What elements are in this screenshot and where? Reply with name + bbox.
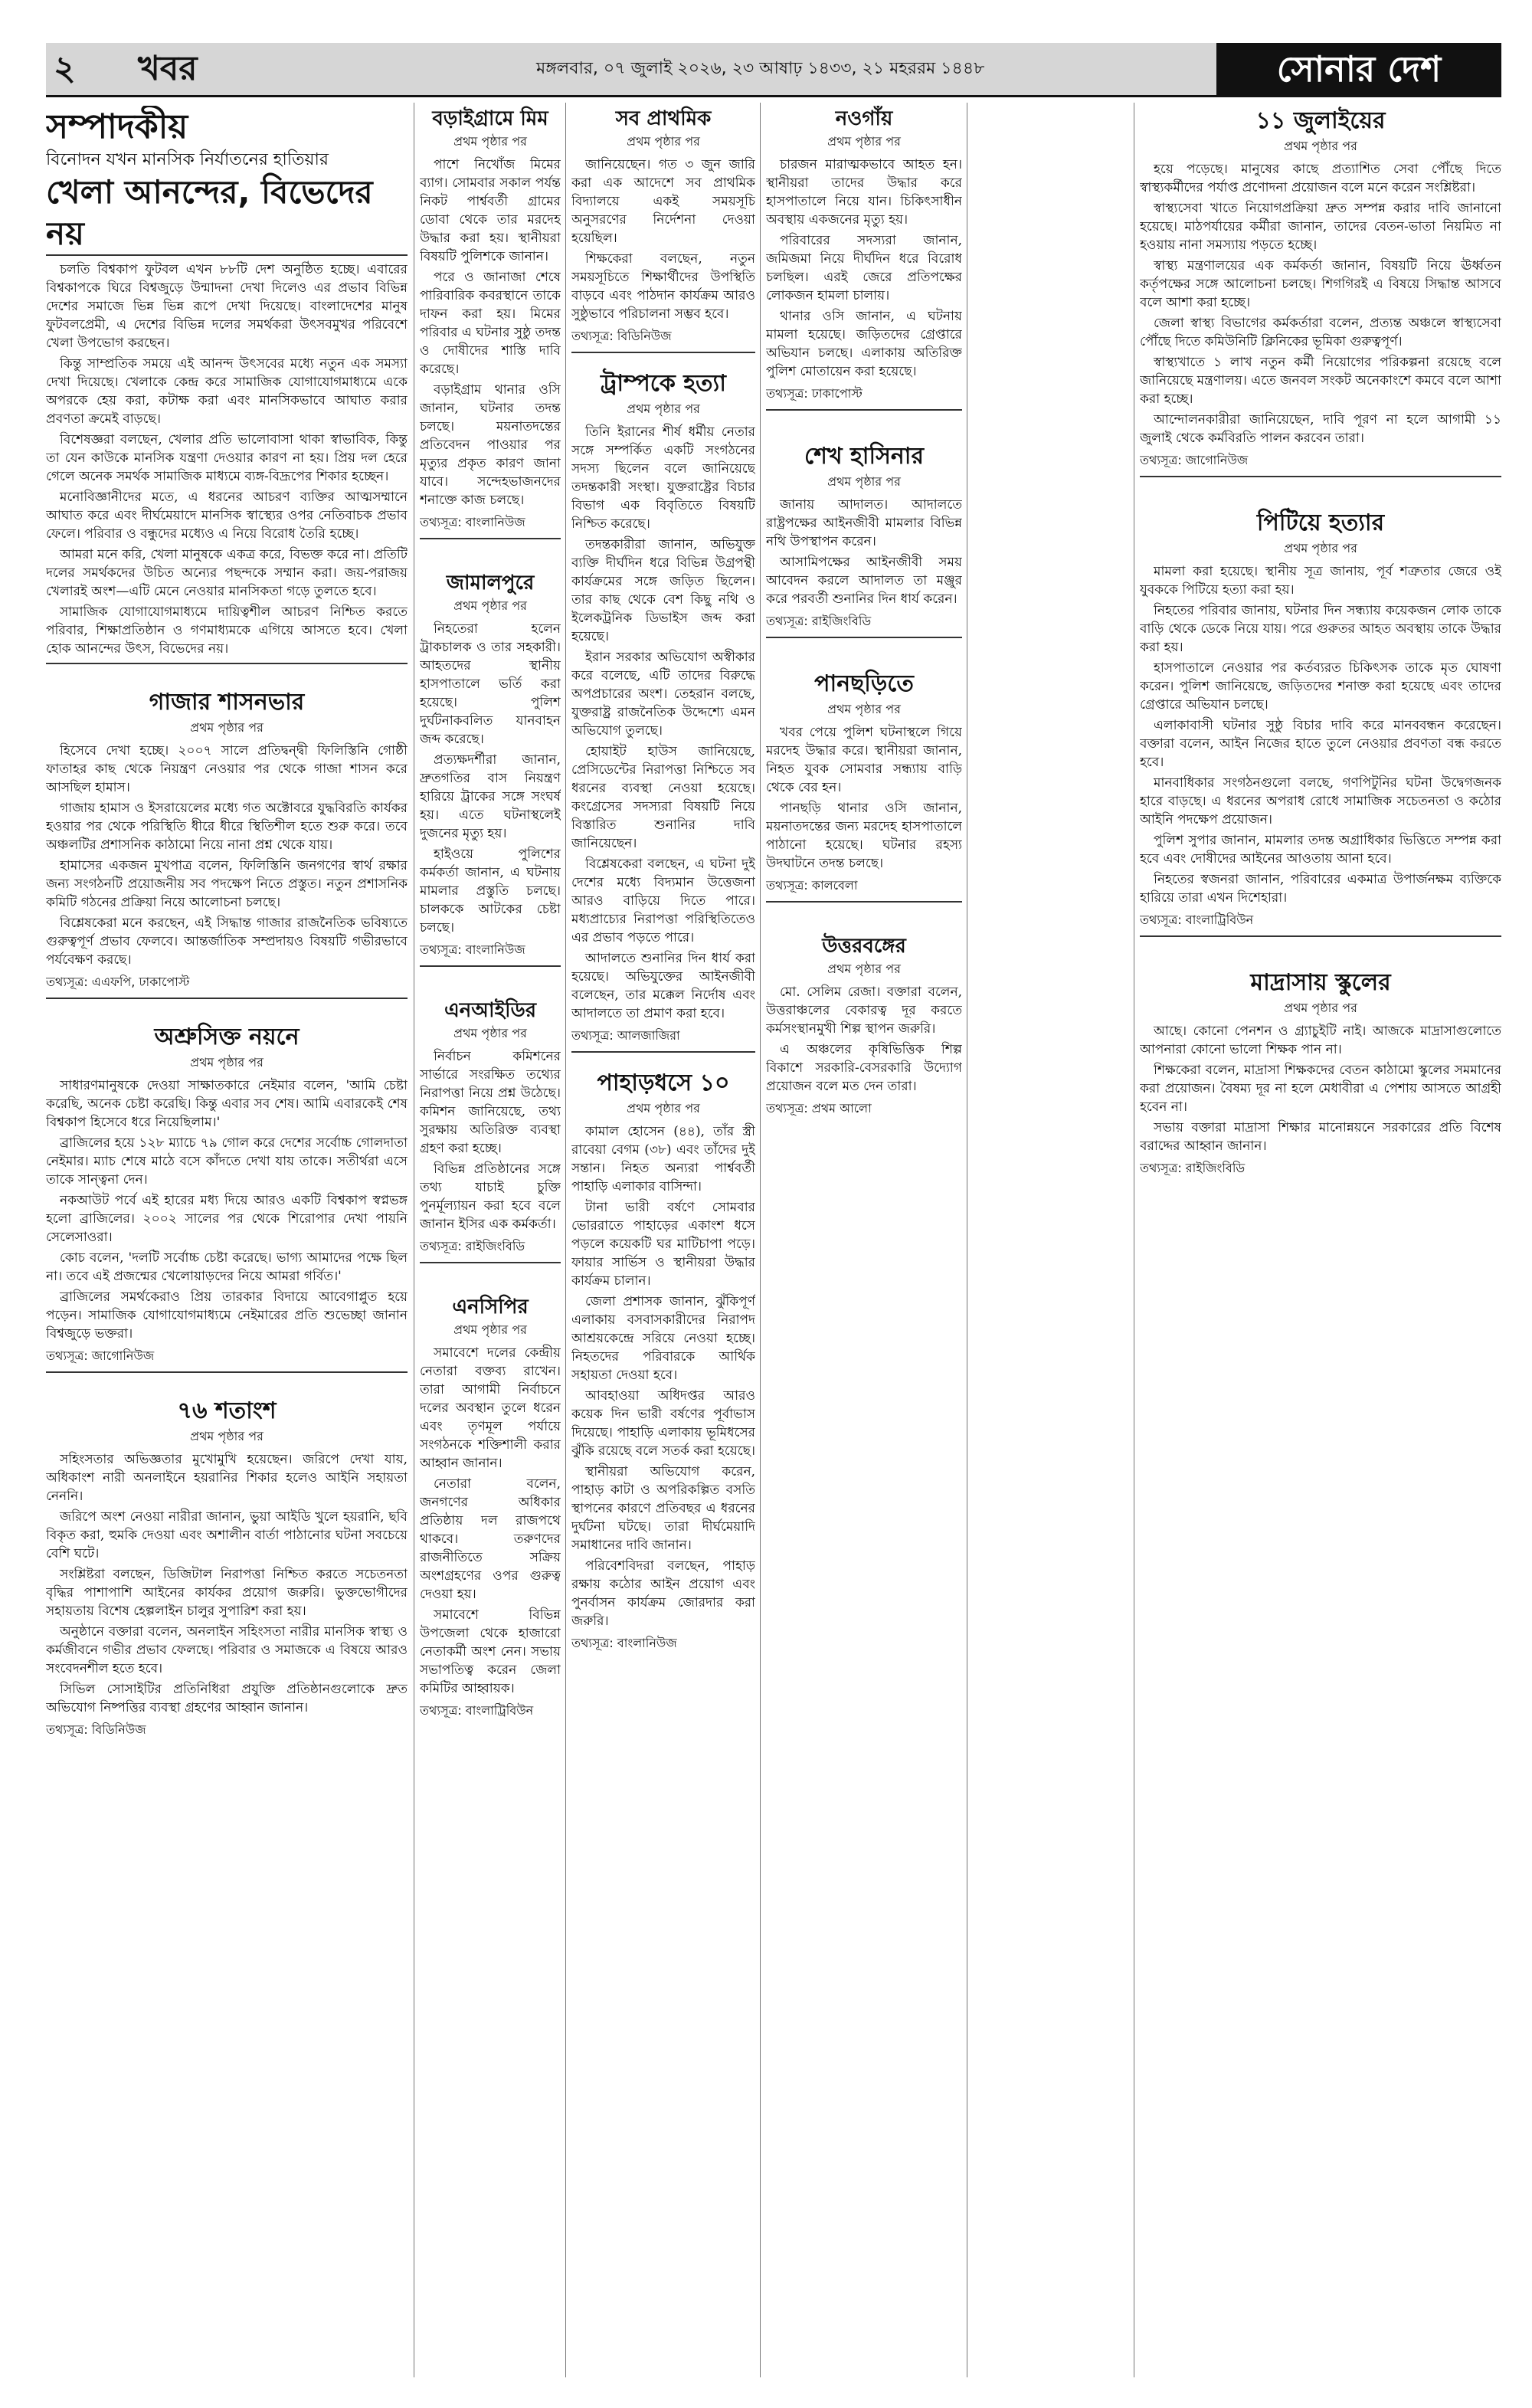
article-body (766, 156, 962, 381)
divider (46, 998, 408, 999)
source-credit: তথ্যসূত্র: বিডিনিউজ (571, 329, 672, 343)
paragraph: নিহতের পরিবার জানায়, ঘটনার দিন সন্ধ্যায় কয়েকজন লোক তাকে বাড়ি থেকে ডেকে নিয়ে যায়। পরে গুরুতর আহত অবস্থায় তাকে উদ্ধার করা হয়। (1140, 603, 1501, 655)
jump-label: প্রথম পৃষ্ঠার পর (453, 134, 527, 149)
column-rule (760, 103, 761, 2377)
article-headline: পাহাড়ধসে ১০ (597, 1070, 730, 1096)
column-rule (565, 103, 566, 2377)
divider (1140, 935, 1501, 937)
paragraph: মামলা করা হয়েছে। স্থানীয় সূত্র জানায়, পূর্ব শত্রুতার জেরে ওই যুবককে পিটিয়ে হত্যা করা হয়। (1140, 564, 1501, 598)
paragraph: সহিংসতার অভিজ্ঞতার মুখোমুখি হয়েছেন। জরিপে দেখা যায়, অধিকাংশ নারী অনলাইনে হয়রানির শিকার হলেও আইনি সহায়তা নেননি। (46, 1452, 408, 1504)
divider (1140, 476, 1501, 477)
paragraph: স্বাস্থ্য মন্ত্রণালয়ের এক কর্মকর্তা জানান, বিষয়টি নিয়ে ঊর্ধ্বতন কর্তৃপক্ষের সঙ্গে আলোচনা চলছে। শিগগিরই এ বিষয়ে সিদ্ধান্ত আসবে বলে আশা করা হচ্ছে। (1140, 258, 1501, 310)
paragraph: পরে ও জানাজা শেষে পারিবারিক কবরস্থানে তাকে দাফন করা হয়। মিমের পরিবার এ ঘটনার সুষ্ঠু তদন্ত ও দোষীদের শাস্তি দাবি করেছে। (420, 270, 561, 377)
source-credit: তথ্যসূত্র: রাইজিংবিডি (420, 1239, 525, 1253)
paragraph: পরিবারের সদস্যরা জানান, জমিজমা নিয়ে দীর্ঘদিন ধরে বিরোধ চলছিল। এরই জেরে প্রতিপক্ষের লোকজন হামলা চালায়। (766, 233, 962, 303)
paragraph: অনুষ্ঠানে বক্তারা বলেন, অনলাইন সহিংসতা নারীর মানসিক স্বাস্থ্য ও কর্মজীবনে গভীর প্রভাব ফেলছে। পরিবার ও সমাজকে এ বিষয়ে আরও সংবেদনশীল হতে হবে। (46, 1624, 408, 1676)
article-headline: ট্রাম্পকে হত্যা (601, 370, 726, 397)
source-credit: তথ্যসূত্র: বাংলানিউজ (571, 1636, 677, 1650)
paragraph: নকআউট পর্বে এই হারের মধ্য দিয়ে আরও একটি বিশ্বকাপ স্বপ্নভঙ্গ হলো ব্রাজিলের। ২০০২ সালের পর থেকে শিরোপার দেখা পায়নি সেলেসাওরা। (46, 1193, 408, 1245)
paragraph: আন্দোলনকারীরা জানিয়েছেন, দাবি পূরণ না হলে আগামী ১১ জুলাই থেকে কর্মবিরতি পালন করবেন তারা। (1140, 412, 1501, 446)
paragraph: শিক্ষকেরা বলেন, মাদ্রাসা শিক্ষকদের বেতন কাঠামো স্কুলের সমমানের করা প্রয়োজন। বৈষম্য দূর না হলে মেধাবীরা এ পেশায় আসতে আগ্রহী হবেন না। (1140, 1063, 1501, 1115)
article-headline: শেখ হাসিনার (804, 443, 925, 470)
paragraph: সংশ্লিষ্টরা বলছেন, ডিজিটাল নিরাপত্তা নিশ্চিত করতে সচেতনতা বৃদ্ধির পাশাপাশি আইনের কার্যকর প্রয়োগ জরুরি। ভুক্তভোগীদের সহায়তায় বিশেষ হেল্পলাইন চালুর সুপারিশ করা হয়। (46, 1567, 408, 1619)
paragraph: স্বাস্থ্যখাতে ১ লাখ নতুন কর্মী নিয়োগের পরিকল্পনা রয়েছে বলে জানিয়েছে মন্ত্রণালয়। এতে জনবল সংকট অনেকাংশে কমবে বলে আশা করা হচ্ছে। (1140, 355, 1501, 407)
paragraph: মো. সেলিম রেজা। বক্তারা বলেন, উত্তরাঞ্চলের বেকারত্ব দূর করতে কর্মসংস্থানমুখী শিল্প স্থাপন জরুরি। (766, 984, 962, 1037)
jump-label: প্রথম পৃষ্ঠার পর (627, 134, 700, 149)
paragraph: আমরা মনে করি, খেলা মানুষকে একত্র করে, বিভক্ত করে না। প্রতিটি দলের সমর্থকদের উচিত অন্যের পছন্দকে সম্মান করা। জয়-পরাজয় খেলারই অংশ—এটি মেনে নেওয়ার মানসিকতা গড়ে তুলতে হবে। (46, 547, 408, 599)
paragraph: সভায় বক্তারা মাদ্রাসা শিক্ষার মানোন্নয়নে সরকারের প্রতি বিশেষ বরাদ্দের আহ্বান জানান। (1140, 1120, 1501, 1154)
paragraph: হাইওয়ে পুলিশের কর্মকর্তা জানান, এ ঘটনায় মামলার প্রস্তুতি চলছে। চালককে আটকের চেষ্টা চলছে। (420, 847, 561, 935)
paragraph: স্বাস্থ্যসেবা খাতে নিয়োগপ্রক্রিয়া দ্রুত সম্পন্ন করার দাবি জানানো হয়েছে। মাঠপর্যায়ের কর্মীরা জানান, তাদের বেতন-ভাতা নিয়মিত না হওয়ায় নানা সমস্যায় পড়তে হচ্ছে। (1140, 201, 1501, 253)
paragraph: সমাবেশে দলের কেন্দ্রীয় নেতারা বক্তব্য রাখেন। তারা আগামী নির্বাচনে দলের অবস্থান তুলে ধরেন এবং তৃণমূল পর্যায়ে সংগঠনকে শক্তিশালী করার আহ্বান জানান। (420, 1345, 561, 1471)
paragraph: চারজন মারাত্মকভাবে আহত হন। স্থানীয়রা তাদের উদ্ধার করে হাসপাতালে নিয়ে যান। চিকিৎসাধীন অবস্থায় একজনের মৃত্যু হয়। (766, 157, 962, 228)
article-headline: বড়াইগ্রামে মিম (432, 107, 548, 130)
article-body (1140, 562, 1501, 907)
divider (420, 965, 561, 967)
paragraph: প্রত্যক্ষদর্শীরা জানান, দ্রুতগতির বাস নিয়ন্ত্রণ হারিয়ে ট্রাকের সঙ্গে সংঘর্ষ হয়। এতে ঘটনাস্থলেই দুজনের মৃত্যু হয়। (420, 752, 561, 841)
article-headline: মাদ্রাসায় স্কুলের (1250, 969, 1391, 996)
divider (766, 637, 962, 638)
jump-label: প্রথম পৃষ্ঠার পর (827, 134, 901, 149)
article-body (420, 1047, 561, 1233)
paragraph: হোয়াইট হাউস জানিয়েছে, প্রেসিডেন্টের নিরাপত্তা নিশ্চিতে সব ধরনের ব্যবস্থা নেওয়া হয়েছে। কংগ্রেসের সদস্যরা বিষয়টি নিয়ে বিস্তারিত শুনানির দাবি জানিয়েছেন। (571, 744, 755, 851)
paragraph: মানবাধিকার সংগঠনগুলো বলছে, গণপিটুনির ঘটনা উদ্বেগজনক হারে বাড়ছে। এ ধরনের অপরাধ রোধে সামাজিক সচেতনতা ও কঠোর আইনি পদক্ষেপ প্রয়োজন। (1140, 775, 1501, 827)
article-body (766, 723, 962, 873)
article-body (420, 620, 561, 937)
paragraph: কামাল হোসেন (৪৪), তাঁর স্ত্রী রাবেয়া বেগম (৩৮) এবং তাঁদের দুই সন্তান। নিহত অন্যরা পার্শ্ববর্তী পাহাড়ি এলাকার বাসিন্দা। (571, 1124, 755, 1194)
source-credit: তথ্যসূত্র: বাংলানিউজ (420, 515, 525, 529)
paragraph: নিহতেরা হলেন ট্রাকচালক ও তার সহকারী। আহতদের স্থানীয় হাসপাতালে ভর্তি করা হয়েছে। পুলিশ দুর্ঘটনাকবলিত যানবাহন জব্দ করেছে। (420, 621, 561, 747)
article-headline: অশ্রুসিক্ত নয়নে (154, 1024, 300, 1050)
paragraph: ব্রাজিলের হয়ে ১২৮ ম্যাচে ৭৯ গোল করে দেশের সর্বোচ্চ গোলদাতা নেইমার। ম্যাচ শেষে মাঠে বসে কাঁদতে দেখা যায় তাকে। সতীর্থরা এসে তাকে সান্ত্বনা দেন। (46, 1135, 408, 1188)
paragraph: জেলা স্বাস্থ্য বিভাগের কর্মকর্তারা বলেন, প্রত্যন্ত অঞ্চলে স্বাস্থ্যসেবা পৌঁছে দিতে কমিউনিটি ক্লিনিকের ভূমিকা গুরুত্বপূর্ণ। (1140, 316, 1501, 349)
paragraph: এলাকাবাসী ঘটনার সুষ্ঠু বিচার দাবি করে মানববন্ধন করেছেন। বক্তারা বলেন, আইন নিজের হাতে তুলে নেওয়ার প্রবণতা বন্ধ করতে হবে। (1140, 718, 1501, 770)
article-body (46, 1450, 408, 1717)
jump-label: প্রথম পৃষ্ঠার পর (627, 1101, 700, 1116)
paragraph: এ অঞ্চলের কৃষিভিত্তিক শিল্প বিকাশে সরকারি-বেসরকারি উদ্যোগ প্রয়োজন বলে মত দেন তারা। (766, 1042, 962, 1094)
editorial-label: সম্পাদকীয় (46, 107, 188, 146)
jump-label: প্রথম পৃষ্ঠার পর (1284, 139, 1357, 153)
paragraph: গাজায় হামাস ও ইসরায়েলের মধ্যে গত অক্টোবরে যুদ্ধবিরতি কার্যকর হওয়ার পর থেকে পরিস্থিতি ধীরে ধীরে স্থিতিশীল হতে শুরু করে। তবে অঞ্চলটির প্রশাসনিক কাঠামো নিয়ে নানা প্রশ্ন থেকে যায়। (46, 801, 408, 853)
source-credit: তথ্যসূত্র: বাংলানিউজ (420, 942, 525, 957)
paragraph: নির্বাচন কমিশনের সার্ভারে সংরক্ষিত তথ্যের নিরাপত্তা নিয়ে প্রশ্ন উঠেছে। কমিশন জানিয়েছে, তথ্য সুরক্ষায় অতিরিক্ত ব্যবস্থা গ্রহণ করা হচ্ছে। (420, 1049, 561, 1156)
article-body (571, 423, 755, 1023)
paragraph: আবহাওয়া অধিদপ্তর আরও কয়েক দিন ভারী বর্ষণের পূর্বাভাস দিয়েছে। পাহাড়ি এলাকায় ভূমিধসের ঝুঁকি রয়েছে বলে সতর্ক করা হয়েছে। (571, 1388, 755, 1459)
masthead (46, 43, 1501, 97)
paragraph: নিহতের স্বজনরা জানান, পরিবারের একমাত্র উপার্জনক্ষম ব্যক্তিকে হারিয়ে তারা এখন দিশেহারা। (1140, 872, 1501, 906)
paragraph: সাধারণমানুষকে দেওয়া সাক্ষাতকারে নেইমার বলেন, 'আমি চেষ্টা করেছি, অনেক চেষ্টা করেছি। কিন্তু এবার সব শেষ। আমি এবারকেই শেষ বিশ্বকাপ হিসেবে ধরে নিয়েছিলাম।' (46, 1078, 408, 1130)
paragraph: কোচ বলেন, 'দলটি সর্বোচ্চ চেষ্টা করেছে। ভাগ্য আমাদের পক্ষে ছিল না। তবে এই প্রজন্মের খেলোয়াড়দের নিয়ে আমরা গর্বিত।' (46, 1250, 408, 1284)
paragraph: কিন্তু সাম্প্রতিক সময়ে এই আনন্দ উৎসবের মধ্যে নতুন এক সমস্যা দেখা দিয়েছে। খেলাকে কেন্দ্র করে সামাজিক যোগাযোগমাধ্যমে একে অপরকে হেয় করা, কটাক্ষ করা এবং মানসিকভাবে আঘাত করার প্রবণতা ক্রমেই বাড়ছে। (46, 356, 408, 427)
paragraph: বিশেষজ্ঞরা বলছেন, খেলার প্রতি ভালোবাসা থাকা স্বাভাবিক, কিন্তু তা যেন কাউকে মানসিক যন্ত্রণা দেওয়ার কারণ না হয়। প্রিয় দল হেরে গেলে অনেক সমর্থক সামাজিক মাধ্যমে ব্যঙ্গ-বিদ্রূপের শিকার হচ্ছেন। (46, 432, 408, 484)
divider (420, 1262, 561, 1263)
paragraph: হামাসের একজন মুখপাত্র বলেন, ফিলিস্তিনি জনগণের স্বার্থ রক্ষার জন্য সংগঠনটি প্রয়োজনীয় সব পদক্ষেপ নিতে প্রস্তুত। নতুন প্রশাসনিক কমিটি গঠনের প্রক্রিয়া নিয়ে আলোচনা চলছে। (46, 858, 408, 910)
article-headline: নওগাঁয় (835, 107, 893, 130)
jump-label: প্রথম পৃষ্ঠার পর (190, 1429, 264, 1443)
paragraph: নেতারা বলেন, জনগণের অধিকার প্রতিষ্ঠায় দল রাজপথে থাকবে। তরুণদের রাজনীতিতে সক্রিয় অংশগ্রহণের ওপর গুরুত্ব দেওয়া হয়। (420, 1476, 561, 1602)
paragraph: বিভিন্ন প্রতিষ্ঠানের সঙ্গে তথ্য যাচাই চুক্তি পুনর্মূল্যায়ন করা হবে বলে জানান ইসির এক কর্মকর্তা। (420, 1161, 561, 1232)
jump-label: প্রথম পৃষ্ঠার পর (1284, 541, 1357, 555)
article-headline: সব প্রাথমিক (615, 107, 712, 130)
paragraph: হয়ে পড়েছে। মানুষের কাছে প্রত্যাশিত সেবা পৌঁছে দিতে স্বাস্থ্যকর্মীদের পর্যাপ্ত প্রণোদনা প্রয়োজন বলে মনে করেন সংশ্লিষ্টরা। (1140, 162, 1501, 195)
column-4 (766, 106, 962, 2374)
source-credit: তথ্যসূত্র: ঢাকাপোস্ট (766, 386, 863, 401)
jump-label: প্রথম পৃষ্ঠার পর (453, 1322, 527, 1337)
source-credit: তথ্যসূত্র: রাইজিংবিডি (1140, 1161, 1246, 1175)
paragraph: সমাবেশে বিভিন্ন উপজেলা থেকে হাজারো নেতাকর্মী অংশ নেন। সভায় সভাপতিত্ব করেন জেলা কমিটির আহ্বায়ক। (420, 1607, 561, 1696)
paragraph: তিনি ইরানের শীর্ষ ধর্মীয় নেতার সঙ্গে সম্পর্কিত একটি সংগঠনের সদস্য ছিলেন বলে জানিয়েছে তদন্তকারী সংস্থা। যুক্তরাষ্ট্রের বিচার বিভাগ এক বিবৃতিতে বিষয়টি নিশ্চিত করেছে। (571, 424, 755, 532)
paragraph: পরিবেশবিদরা বলছেন, পাহাড় রক্ষায় কঠোর আইন প্রয়োগ এবং পুনর্বাসন কার্যক্রম জোরদার করা জরুরি। (571, 1558, 755, 1629)
article-body (46, 1076, 408, 1343)
editorial-subhead: বিনোদন যখন মানসিক নির্যাতনের হাতিয়ার (46, 150, 329, 169)
paragraph: স্থানীয়রা অভিযোগ করেন, পাহাড় কাটা ও অপরিকল্পিত বসতি স্থাপনের কারণে প্রতিবছর এ ধরনের দুর্ঘটনা ঘটছে। তারা দীর্ঘমেয়াদি সমাধানের দাবি জানান। (571, 1464, 755, 1553)
divider (766, 409, 962, 411)
paragraph: ইরান সরকার অভিযোগ অস্বীকার করে বলেছে, এটি তাদের বিরুদ্ধে অপপ্রচারের অংশ। তেহরান বলছে, যুক্তরাষ্ট্র রাজনৈতিক উদ্দেশ্যে এমন অভিযোগ তুলছে। (571, 650, 755, 739)
article-headline: পানছড়িতে (814, 670, 914, 697)
article-body (420, 1344, 561, 1698)
source-credit: তথ্যসূত্র: রাইজিংবিডি (766, 614, 872, 628)
paragraph: তদন্তকারীরা জানান, অভিযুক্ত ব্যক্তি দীর্ঘদিন ধরে বিভিন্ন উগ্রপন্থী কার্যক্রমের সঙ্গে জড়িত ছিলেন। তার কাছ থেকে বেশ কিছু নথি ও ইলেকট্রনিক ডিভাইস জব্দ করা হয়েছে। (571, 537, 755, 644)
article-body (766, 496, 962, 608)
article-body (571, 156, 755, 323)
paragraph: জরিপে অংশ নেওয়া নারীরা জানান, ভুয়া আইডি খুলে হয়রানি, ছবি বিকৃত করা, হুমকি দেওয়া এবং অশালীন বার্তা পাঠানোর ঘটনা সবচেয়ে বেশি ঘটে। (46, 1509, 408, 1561)
article-body (46, 742, 408, 969)
column-3 (571, 106, 755, 2374)
jump-label: প্রথম পৃষ্ঠার পর (827, 474, 901, 489)
article-body (420, 156, 561, 509)
paragraph: পাশে নিখোঁজ মিমের ব্যাগ। সোমবার সকাল পর্যন্ত নিকট পার্শ্ববর্তী গ্রামের ডোবা থেকে তার মরদেহ উদ্ধার করা হয়। স্থানীয়রা বিষয়টি পুলিশকে জানান। (420, 157, 561, 264)
source-credit: তথ্যসূত্র: কালবেলা (766, 878, 858, 893)
paragraph: হাসপাতালে নেওয়ার পর কর্তব্যরত চিকিৎসক তাকে মৃত ঘোষণা করেন। পুলিশ জানিয়েছে, জড়িতদের শনাক্ত করা হয়েছে এবং তাদের গ্রেপ্তারে অভিযান চলছে। (1140, 660, 1501, 713)
paragraph: পানছড়ি থানার ওসি জানান, ময়নাতদন্তের জন্য মরদেহ হাসপাতালে পাঠানো হয়েছে। ঘটনার রহস্য উদঘাটনে তদন্ত চলছে। (766, 801, 962, 871)
column-1 (46, 106, 408, 2374)
jump-label: প্রথম পৃষ্ঠার পর (827, 702, 901, 716)
divider (766, 901, 962, 903)
jump-label: প্রথম পৃষ্ঠার পর (453, 598, 527, 613)
paragraph: মনোবিজ্ঞানীদের মতে, এ ধরনের আচরণ ব্যক্তির আত্মসম্মানে আঘাত করে এবং দীর্ঘমেয়াদে মানসিক স্বাস্থ্যের ওপর নেতিবাচক প্রভাব ফেলে। পরিবার ও বন্ধুদের মধ্যেও এ নিয়ে বিরোধ তৈরি হচ্ছে। (46, 490, 408, 542)
paragraph: পুলিশ সুপার জানান, মামলার তদন্ত অগ্রাধিকার ভিত্তিতে সম্পন্ন করা হবে এবং দোষীদের আইনের আওতায় আনা হবে। (1140, 833, 1501, 867)
paragraph: হিসেবে দেখা হচ্ছে। ২০০৭ সালে প্রতিদ্বন্দ্বী ফিলিস্তিনি গোষ্ঠী ফাতাহর কাছ থেকে নিয়ন্ত্রণ নেওয়ার পর থেকে গাজা শাসন করে আসছিল হামাস। (46, 743, 408, 795)
article-headline: ১১ জুলাইয়ের (1255, 107, 1386, 134)
editorial-headline: খেলা আনন্দের, বিভেদের নয় (46, 172, 408, 256)
paragraph: থানার ওসি জানান, এ ঘটনায় মামলা হয়েছে। জড়িতদের গ্রেপ্তারে অভিযান চলছে। এলাকায় অতিরিক্ত পুলিশ মোতায়েন করা হয়েছে। (766, 309, 962, 379)
source-credit: তথ্যসূত্র: প্রথম আলো (766, 1101, 872, 1116)
paragraph: জানায় আদালত। আদালতে রাষ্ট্রপক্ষের আইনজীবী মামলার বিভিন্ন নথি উপস্থাপন করেন। (766, 497, 962, 549)
dateline: মঙ্গলবার, ০৭ জুলাই ২০২৬, ২৩ আষাঢ় ১৪৩৩, ২১ মহররম ১৪৪৮ (536, 59, 985, 78)
editorial-body (46, 260, 408, 658)
paragraph: ব্রাজিলের সমর্থকেরাও প্রিয় তারকার বিদায়ে আবেগাপ্লুত হয়ে পড়েন। সামাজিক যোগাযোগমাধ্যমে নেইমারের প্রতি শুভেচ্ছা জানান বিশ্বজুড়ে ভক্তরা। (46, 1289, 408, 1342)
paragraph: খবর পেয়ে পুলিশ ঘটনাস্থলে গিয়ে মরদেহ উদ্ধার করে। স্থানীয়রা জানান, নিহত যুবক সোমবার সন্ধ্যায় বাড়ি থেকে বের হন। (766, 725, 962, 795)
article-headline: পিটিয়ে হত্যার (1256, 509, 1385, 536)
column-2 (420, 106, 561, 2374)
paragraph: শিক্ষকেরা বলছেন, নতুন সময়সূচিতে শিক্ষার্থীদের উপস্থিতি বাড়বে এবং পাঠদান কার্যক্রম আরও সুষ্ঠুভাবে পরিচালনা সম্ভব হবে। (571, 251, 755, 322)
source-credit: তথ্যসূত্র: জাগোনিউজ (46, 1348, 155, 1363)
article-headline: এনআইডির (444, 999, 537, 1022)
source-credit: তথ্যসূত্র: এএফপি, ঢাকাপোস্ট (46, 975, 190, 989)
paragraph: বড়াইগ্রাম থানার ওসি জানান, ঘটনার তদন্ত চলছে। ময়নাতদন্তের প্রতিবেদন পাওয়ার পর মৃত্যুর প্রকৃত কারণ জানা যাবে। সন্দেহভাজনদের শনাক্তে কাজ চলছে। (420, 382, 561, 508)
page-number: ২ (54, 49, 76, 88)
article-body (1140, 160, 1501, 447)
source-credit: তথ্যসূত্র: বিডিনিউজ (46, 1722, 146, 1737)
article-headline: জামালপুরে (446, 572, 535, 595)
paragraph: আদালতে শুনানির দিন ধার্য করা হয়েছে। অভিযুক্তের আইনজীবী বলেছেন, তার মক্কেল নির্দোষ এবং আদালতে তা প্রমাণ করা হবে। (571, 951, 755, 1021)
article-headline: এনসিপির (452, 1296, 529, 1319)
divider (46, 663, 408, 664)
article-body (571, 1122, 755, 1630)
jump-label: প্রথম পৃষ্ঠার পর (827, 962, 901, 976)
source-credit: তথ্যসূত্র: বাংলাট্রিবিউন (420, 1703, 534, 1718)
divider (571, 1051, 755, 1053)
divider (420, 538, 561, 539)
section-name: খবর (138, 49, 198, 88)
article-headline: ৭৬ শতাংশ (177, 1397, 277, 1424)
paragraph: আসামিপক্ষের আইনজীবী সময় আবেদন করলে আদালত তা মঞ্জুর করে পরবর্তী শুনানির দিন ধার্য করেন। (766, 555, 962, 607)
paragraph: জেলা প্রশাসক জানান, ঝুঁকিপূর্ণ এলাকায় বসবাসকারীদের নিরাপদ আশ্রয়কেন্দ্রে সরিয়ে নেওয়া হচ্ছে। নিহতদের পরিবারকে আর্থিক সহায়তা দেওয়া হবে। (571, 1294, 755, 1383)
paragraph: সিভিল সোসাইটির প্রতিনিধিরা প্রযুক্তি প্রতিষ্ঠানগুলোকে দ্রুত অভিযোগ নিষ্পত্তির ব্যবস্থা গ্রহণের আহ্বান জানান। (46, 1682, 408, 1715)
jump-label: প্রথম পৃষ্ঠার পর (190, 720, 264, 735)
paragraph: চলতি বিশ্বকাপ ফুটবল এখন ৮৮টি দেশ অনুষ্ঠিত হচ্ছে। এবারের বিশ্বকাপকে ঘিরে বিশ্বজুড়ে উন্মাদনা দেখা দিলেও এর প্রভাব বিভিন্ন দেশের সমাজে ভিন্ন ভিন্ন রূপে দেখা দিয়েছে। বাংলাদেশের মানুষ ফুটবলপ্রেমী, এ দেশের বিভিন্ন দলের সমর্থকরা উৎসবমুখর পরিবেশে খেলা উপভোগ করছেন। (46, 262, 408, 351)
article-headline: গাজার শাসনভার (149, 689, 305, 716)
jump-label: প্রথম পৃষ্ঠার পর (627, 401, 700, 416)
article-headline: উত্তরবঙ্গের (822, 935, 906, 958)
article-body (766, 983, 962, 1096)
jump-label: প্রথম পৃষ্ঠার পর (453, 1026, 527, 1040)
newspaper-logo: সোনার দেশ (1216, 43, 1501, 95)
paragraph: সামাজিক যোগাযোগমাধ্যমে দায়িত্বশীল আচরণ নিশ্চিত করতে পরিবার, শিক্ষাপ্রতিষ্ঠান ও গণমাধ্যমকে এগিয়ে আসতে হবে। খেলা হোক আনন্দের উৎস, বিভেদের নয়। (46, 604, 408, 657)
source-credit: তথ্যসূত্র: জাগোনিউজ (1140, 453, 1249, 467)
source-credit: তথ্যসূত্র: বাংলাট্রিবিউন (1140, 912, 1254, 927)
column-5 (1140, 106, 1501, 2374)
divider (46, 1371, 408, 1373)
jump-label: প্রথম পৃষ্ঠার পর (190, 1055, 264, 1070)
paragraph: টানা ভারী বর্ষণে সোমবার ভোররাতে পাহাড়ের একাংশ ধসে পড়লে কয়েকটি ঘর মাটিচাপা পড়ে। ফায়ার সার্ভিস ও স্থানীয়রা উদ্ধার কার্যক্রম চালান। (571, 1200, 755, 1289)
source-credit: তথ্যসূত্র: আলজাজিরা (571, 1028, 680, 1043)
article-body (1140, 1022, 1501, 1155)
paragraph: আছে। কোনো পেনশন ও গ্র্যাচুইটি নাই। আজকে মাদ্রাসাগুলোতে আপনারা কোনো ভালো শিক্ষক পান না। (1140, 1024, 1501, 1057)
paragraph: বিশ্লেষকেরা মনে করছেন, এই সিদ্ধান্ত গাজার রাজনৈতিক ভবিষ্যতে গুরুত্বপূর্ণ প্রভাব ফেলবে। আন্তর্জাতিক সম্প্রদায়ও বিষয়টি গভীরভাবে পর্যবেক্ষণ করছে। (46, 916, 408, 968)
paragraph: জানিয়েছেন। গত ৩ জুন জারি করা এক আদেশে সব প্রাথমিক বিদ্যালয়ে একই সময়সূচি অনুসরণের নির্দেশনা দেওয়া হয়েছিল। (571, 157, 755, 246)
jump-label: প্রথম পৃষ্ঠার পর (1284, 1001, 1357, 1015)
paragraph: বিশ্লেষকেরা বলছেন, এ ঘটনা দুই দেশের মধ্যে বিদ্যমান উত্তেজনা আরও বাড়িয়ে দিতে পারে। মধ্যপ্রাচ্যের নিরাপত্তা পরিস্থিতিতেও এর প্রভাব পড়তে পারে। (571, 857, 755, 945)
divider (571, 352, 755, 353)
